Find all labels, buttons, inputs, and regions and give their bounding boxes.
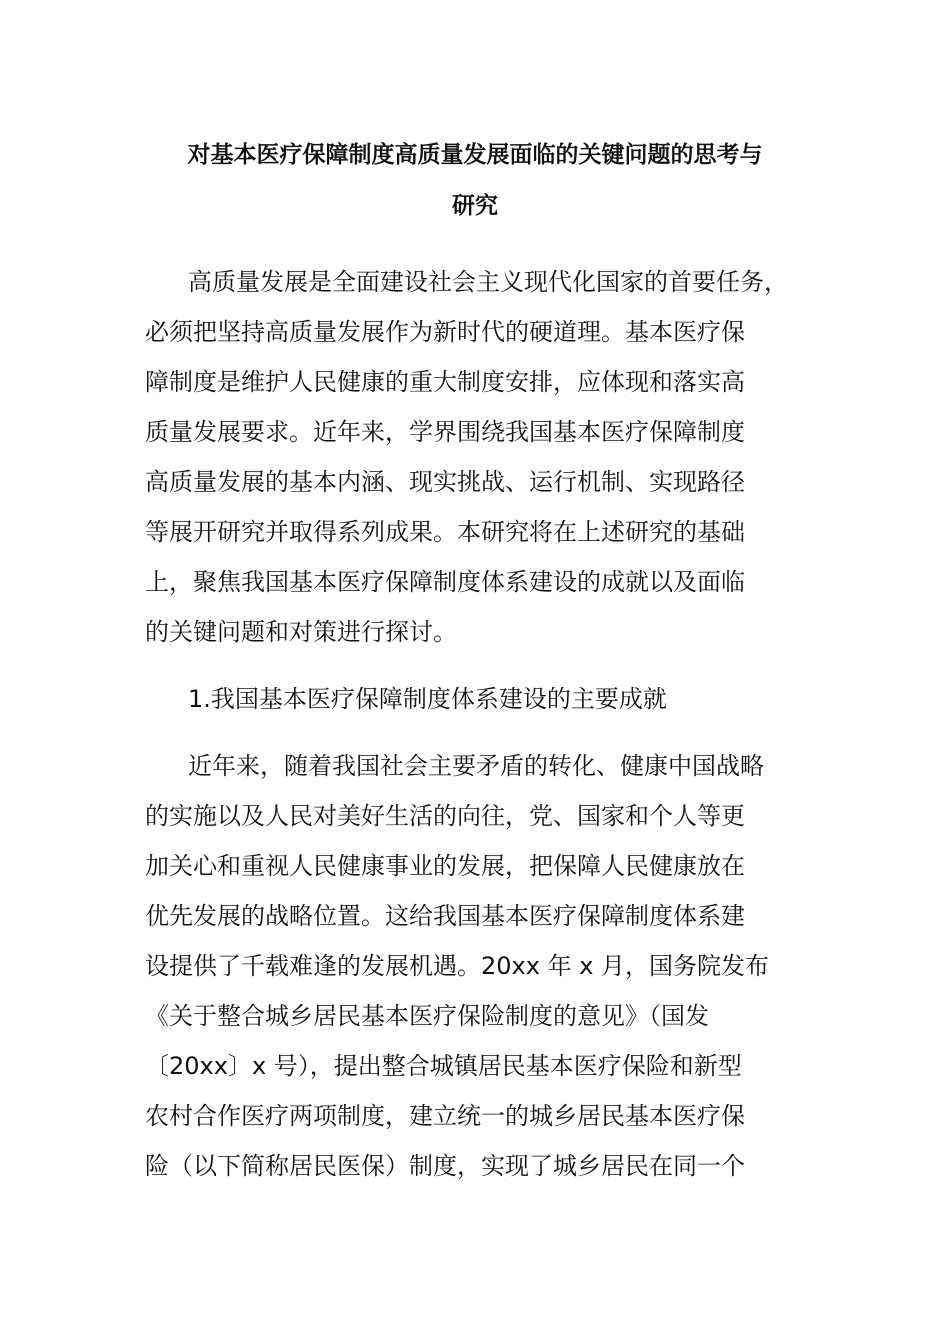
paragraph2-line-8: 农村合作医疗两项制度，建立统一的城乡居民基本医疗保	[145, 1102, 745, 1130]
paragraph2-line-6: 《关于整合城乡居民基本医疗保险制度的意见》（国发	[145, 1002, 709, 1030]
paragraph2-line-9: 险（以下简称居民医保）制度，实现了城乡居民在同一个	[145, 1152, 745, 1180]
paragraph1-line-7: 上，聚焦我国基本医疗保障制度体系建设的成就以及面临	[145, 568, 745, 596]
paragraph1-line-4: 质量发展要求。近年来，学界围绕我国基本医疗保障制度	[145, 418, 745, 446]
paragraph1-line-1: 高质量发展是全面建设社会主义现代化国家的首要任务，	[188, 268, 788, 296]
paragraph2-line-4: 优先发展的战略位置。这给我国基本医疗保障制度体系建	[145, 902, 745, 930]
document-title-line-2: 研究	[452, 193, 498, 219]
paragraph1-line-5: 高质量发展的基本内涵、现实挑战、运行机制、实现路径	[145, 468, 745, 496]
paragraph1-line-8: 的关键问题和对策进行探讨。	[145, 618, 457, 646]
paragraph2-line-3: 加关心和重视人民健康事业的发展，把保障人民健康放在	[145, 852, 745, 880]
paragraph1-line-6: 等展开研究并取得系列成果。本研究将在上述研究的基础	[145, 518, 745, 546]
paragraph2-line-2: 的实施以及人民对美好生活的向往，党、国家和个人等更	[145, 802, 745, 830]
section1-heading: 1.我国基本医疗保障制度体系建设的主要成就	[188, 685, 667, 713]
paragraph1-line-2: 必须把坚持高质量发展作为新时代的硬道理。基本医疗保	[145, 318, 745, 346]
paragraph1-line-3: 障制度是维护人民健康的重大制度安排，应体现和落实高	[145, 368, 745, 396]
paragraph2-line-5: 设提供了千载难逢的发展机遇。20xx 年 x 月，国务院发布	[145, 952, 770, 980]
document-title-line-1: 对基本医疗保障制度高质量发展面临的关键问题的思考与	[187, 142, 763, 168]
paragraph2-line-1: 近年来，随着我国社会主要矛盾的转化、健康中国战略	[188, 752, 764, 780]
paragraph2-line-7: 〔20xx〕x 号），提出整合城镇居民基本医疗保险和新型	[145, 1052, 742, 1080]
